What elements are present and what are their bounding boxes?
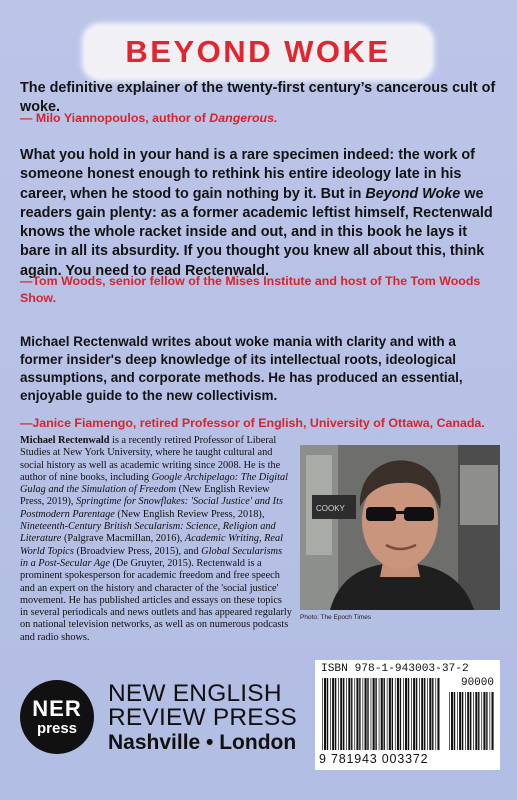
barcode-bar [451,692,453,750]
bio-text-1: is a recently retired Professor of Liberal Studies at New York University, where he taught cultural and social history as well as academic writing since 2008. He is the author of nine books, including [20,435,281,483]
barcode-bar [408,678,409,750]
barcode-bar [462,692,463,750]
barcode-bar [348,678,350,750]
blurb-woods-part-a: What you hold in your hand is a rare specimen indeed: the work of someone honest enough to rethink his entire ideology late in his career, when he stood to gain nothing by it. But in [20,147,475,202]
barcode-bar [379,678,380,750]
barcode-bar [467,692,469,750]
barcode-bar [449,692,450,750]
barcode-bar [363,678,364,750]
barcode-bar [327,678,328,750]
author-name: Michael Rectenwald [20,435,110,446]
barcode-bar [481,692,482,750]
blurb-fiamengo: Michael Rectenwald writes about woke mania with clarity and with a former insider's deep knowledge of its intellectual roots, ideological assumptions, and corporate methods. He has produced an essential, enjoyable guide to the new collectivism. [20,334,463,403]
logo-text-ner: NER [32,696,82,721]
title-banner [86,27,430,77]
barcode-bar [338,678,339,750]
barcode-bar [427,678,428,750]
barcode-bar [424,678,425,750]
publisher-cities: Nashville • London [108,731,297,754]
barcode-bar [381,678,383,750]
barcode-bar [343,678,344,750]
barcode-bar [465,692,466,750]
barcode-bar [384,678,385,750]
attribution-milo-work: Dangerous. [209,111,278,125]
barcode-bar [335,678,336,750]
bio-text-3: (New English Review Press, 2018), [114,508,265,520]
isbn-barcode [315,660,500,770]
blurb-woods-book-title: Beyond Woke [365,185,461,202]
barcode-bar [330,678,331,750]
barcode-bar [492,692,494,750]
attribution-milo-prefix: — Milo Yiannopoulos, author of [20,111,210,125]
book-title: BEYOND WOKE [125,34,391,69]
barcode-bar [454,692,455,750]
author-bio [20,435,292,644]
barcode-bar [403,678,404,750]
barcode-bar [486,692,487,750]
barcode-bar [405,678,407,750]
barcode-bar [367,678,368,750]
barcode-bar [387,678,388,750]
barcode-bar [413,678,415,750]
bio-book-5: Global Secularisms in a Post-Secular Age [20,545,283,569]
barcode-bar [332,678,334,750]
bio-book-4: Academic Writing, Real World Topics [20,533,284,557]
barcode-bar [397,678,399,750]
author-photo [300,445,500,610]
barcode-bar [351,678,352,750]
barcode-bar [373,678,375,750]
barcode-bar [437,678,439,750]
barcode-bar [483,692,485,750]
blurb-milo: The definitive explainer of the twenty-first century’s cancerous cult of woke. [20,80,496,115]
barcode-bar [375,678,376,750]
barcode-bar [416,678,417,750]
barcode-bar [478,692,479,750]
barcode-bar [419,678,420,750]
attribution-woods: —Tom Woods, senior fellow of the Mises Institute and host of The Tom Woods Show. [20,274,481,305]
barcode-bar [429,678,431,750]
barcode-bar [432,678,433,750]
logo-text-press: press [36,720,78,737]
barcode-bar [389,678,391,750]
isbn-text: ISBN 978-1-943003-37-2 [321,663,469,675]
blurb-woods-part-b: we readers gain plenty: as a former academic leftist himself, Rectenwald knows the whole racket inside and out, and in this book he lays it bare in all its absurdity. If you thought you knew all about this, think again. You need to read Rectenwald. [20,185,493,279]
bio-book-2: Springtime for Snowflakes: 'Social Justice' and Its Postmodern Parentage [20,496,283,520]
author-portrait-illustration [300,445,500,610]
barcode-bar [322,678,323,750]
barcode-bar [365,678,367,750]
barcode-bar [359,678,360,750]
bio-book-1: Google Archipelago: The Digital Gulag and the Simulation of Freedom [20,471,288,496]
barcode-bar [473,692,474,750]
barcode-bar [470,692,471,750]
barcode-bar [490,692,491,750]
barcode-bar [324,678,326,750]
barcode-bar [340,678,342,750]
barcode-bar [421,678,423,750]
barcode-bar [371,678,372,750]
bio-book-3: Nineteenth-Century British Secularism: Science, Religion and Literature [20,521,276,545]
attribution-milo [20,110,500,127]
barcode-bar [435,678,436,750]
barcode-bar [346,678,347,750]
background-sign-text: COOKY [316,504,345,513]
ner-press-logo [20,680,94,754]
bio-text-2: (New English Review Press, 2019), [20,484,270,508]
attribution-fiamengo: —Janice Fiamengo, retired Professor of English, University of Ottawa, Canada. [20,416,485,430]
barcode-bar [392,678,393,750]
barcode-bar [459,692,461,750]
barcode-bar [400,678,401,750]
barcode-bar [457,692,458,750]
barcode-bar [395,678,396,750]
barcode-number: 9 781943 003372 [319,752,429,766]
barcode-bar [354,678,355,750]
blurb-woods [20,146,500,281]
publisher-name-line-2: REVIEW PRESS [108,704,297,731]
bio-text-6: (De Gruyter, 2015). Rectenwald is a prominent spokesperson for academic freedom and free speech and an expert on the history and character of the 'social justice' movement. He has published articles and essays on these topics in several periodicals and news outlets and has appeared regularly on national television networks, as well as on numerous podcasts and radio shows. [20,557,292,643]
price-code: 90000 [460,677,494,689]
bio-text-4: (Palgrave Macmillan, 2016), [61,533,185,545]
barcode-bars [321,678,441,750]
barcode-bar [475,692,477,750]
publisher-block [108,682,297,756]
bio-text-5: (Broadview Press, 2015), and [73,545,202,557]
publisher-name-line-1: NEW ENGLISH [108,680,282,707]
barcode-bar [356,678,358,750]
photo-credit: Photo: The Epoch Times [300,614,372,621]
barcode-addon-bars [448,692,494,750]
barcode-bar [411,678,412,750]
